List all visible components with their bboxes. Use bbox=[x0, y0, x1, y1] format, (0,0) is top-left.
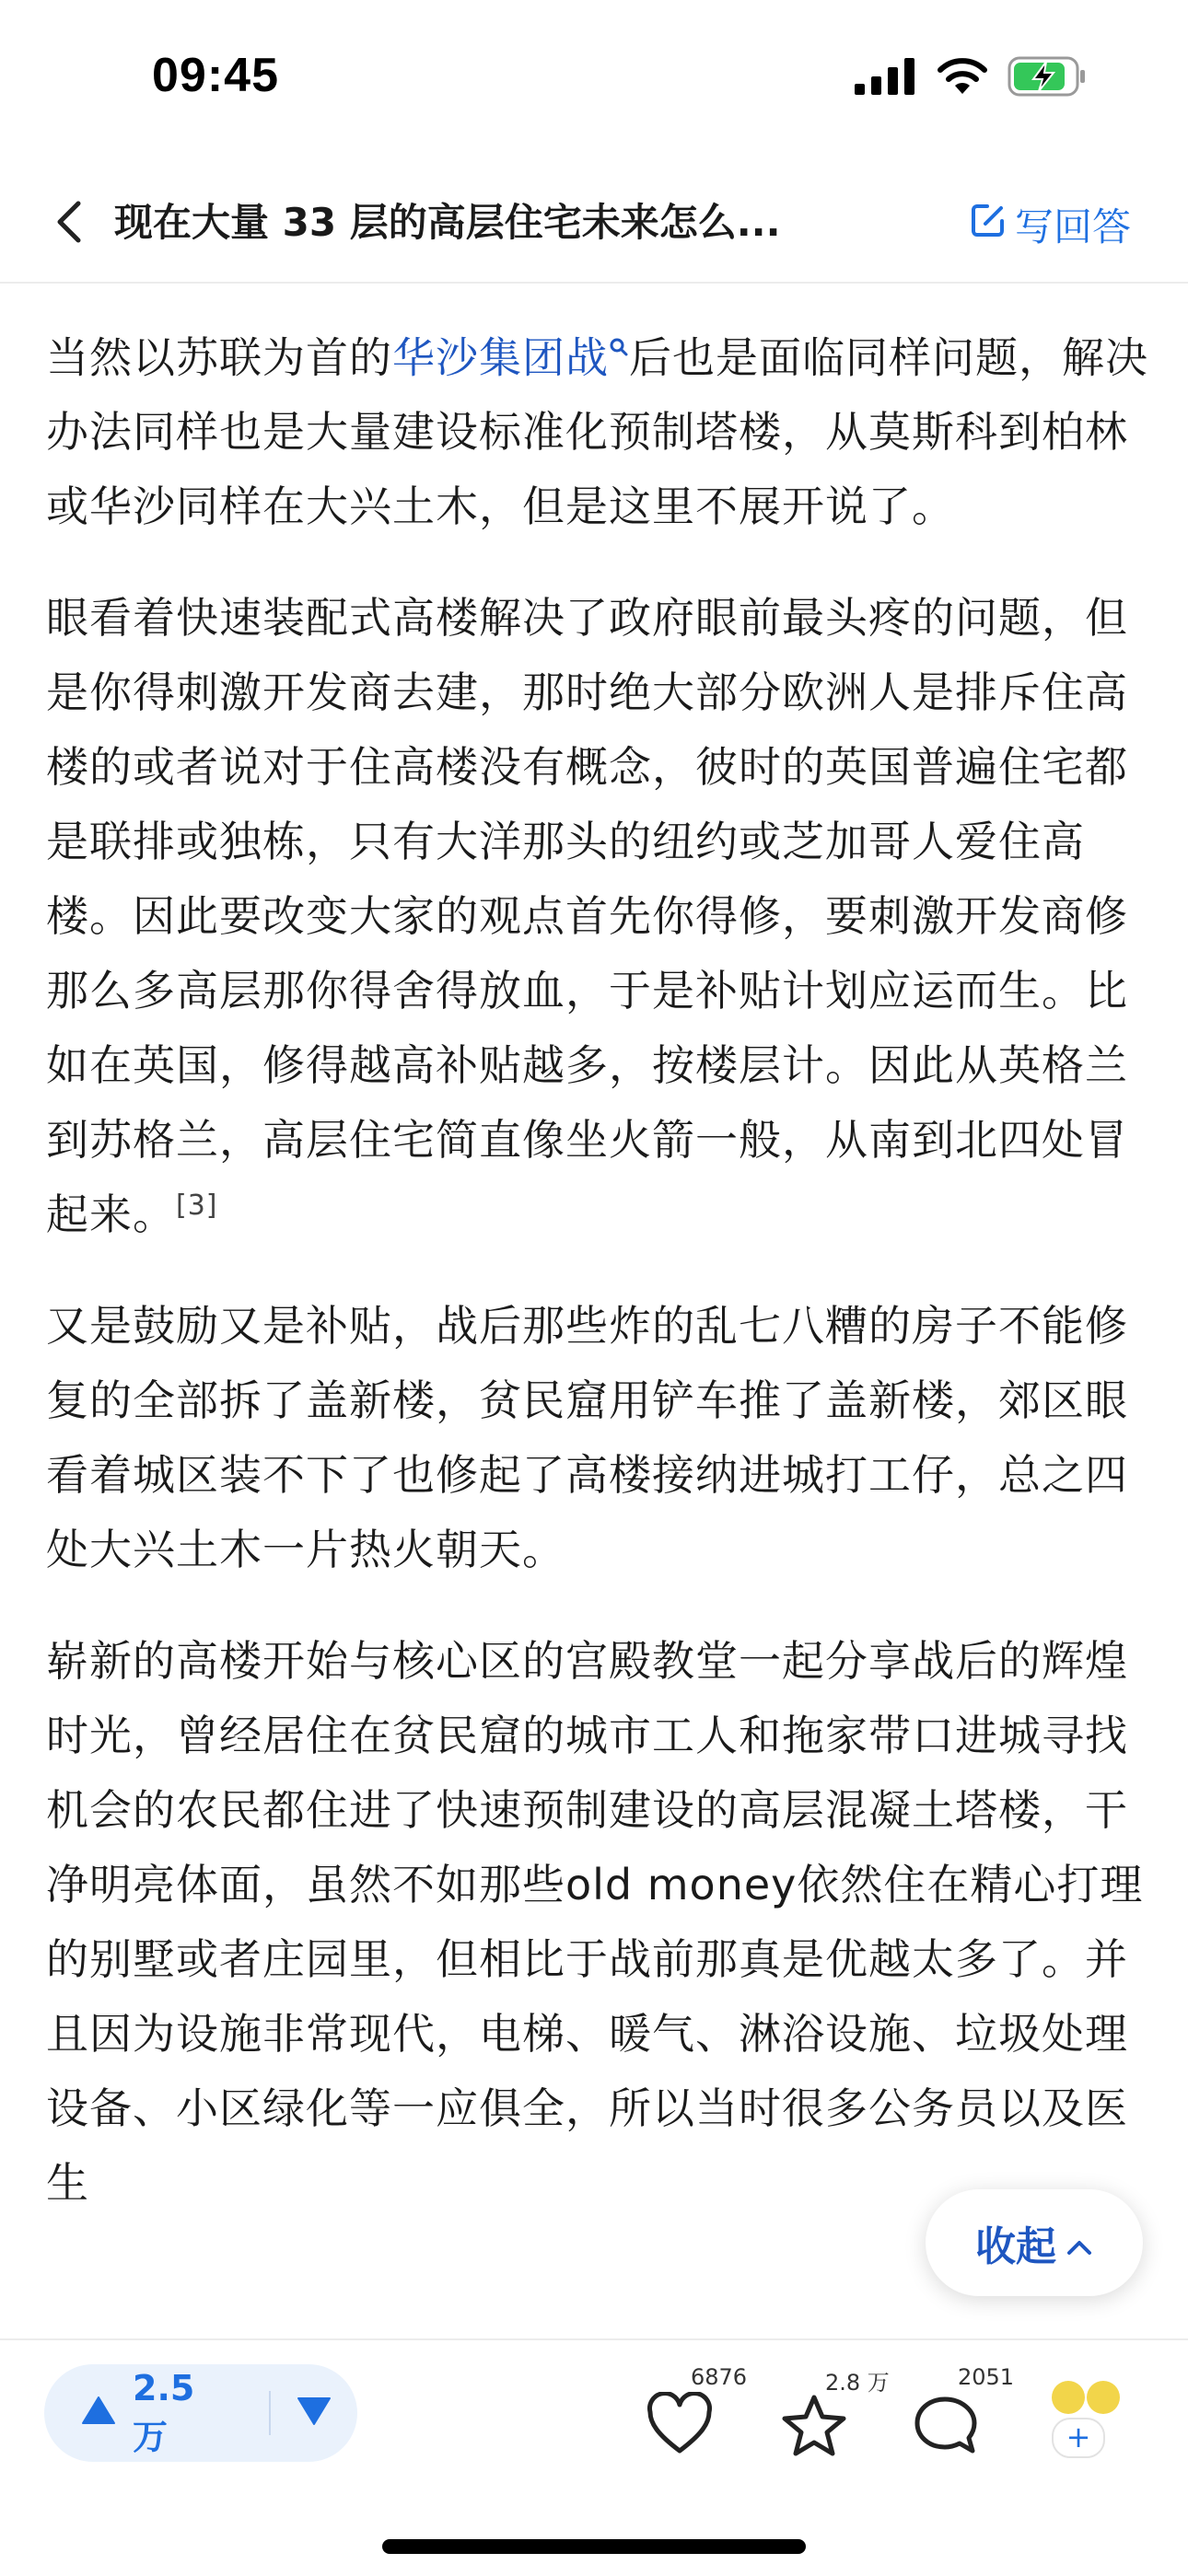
favorite-count: 2.8 万 bbox=[825, 2370, 890, 2396]
downvote-button[interactable] bbox=[271, 2364, 357, 2462]
battery-charging-icon bbox=[1007, 56, 1087, 100]
back-button[interactable] bbox=[37, 191, 101, 256]
heart-icon bbox=[645, 2392, 715, 2462]
chevron-left-icon bbox=[54, 200, 84, 248]
collapse-label: 收起 bbox=[975, 2223, 1056, 2270]
upvote-triangle-icon bbox=[81, 2393, 116, 2433]
like-count: 6876 bbox=[691, 2364, 748, 2390]
follow-author-button[interactable] bbox=[1030, 2364, 1131, 2475]
comment-count: 2051 bbox=[958, 2364, 1015, 2390]
paragraph-1 bbox=[46, 313, 1151, 544]
search-icon[interactable] bbox=[609, 313, 629, 388]
page-title[interactable]: 现在大量 33 层的高层住宅未来怎么... bbox=[114, 200, 781, 245]
star-icon bbox=[779, 2392, 849, 2462]
comment-bubble-icon bbox=[912, 2392, 982, 2462]
home-indicator bbox=[382, 2539, 806, 2554]
paragraph-3-text: 又是鼓励又是补贴，战后那些炸的乱七八糟的房子不能修复的全部拆了盖新楼，贫民窟用铲车推了盖新楼，郊区眼看着城区装不下了也修起了高楼接纳进城打工仔，总之四处大兴土木一片热火朝天。 bbox=[46, 1301, 1128, 1575]
status-bar bbox=[0, 0, 1188, 157]
upvote-count: 2.5 万 bbox=[133, 2367, 195, 2457]
paragraph-3 bbox=[46, 1289, 1151, 1587]
avatar-left bbox=[1052, 2381, 1085, 2414]
plus-icon: + bbox=[1052, 2418, 1105, 2458]
upvote-button[interactable] bbox=[44, 2364, 238, 2462]
favorite-button[interactable] bbox=[779, 2364, 890, 2466]
like-button[interactable] bbox=[645, 2364, 755, 2466]
reference-link[interactable]: [3] bbox=[176, 1189, 218, 1222]
paragraph-4-text: 崭新的高楼开始与核心区的宫殿教堂一起分享战后的辉煌时光，曾经居住在贫民窟的城市工人和拖家带口进城寻找机会的农民都住进了快速预制建设的高层混凝土塔楼，干净明亮体面，虽然不如那些old money依然住在精心打理的别墅或者庄园里，但相比于战前那真是优越太多了。并且因为设施非常现代，电梯、暖气、淋浴设施、垃圾处理设备、小区绿化等一应俱全，所以当时很多公务员以及医生 bbox=[46, 1636, 1144, 2209]
paragraph-2 bbox=[46, 581, 1151, 1252]
write-answer-label: 写回答 bbox=[1014, 204, 1131, 249]
paragraph-4 bbox=[46, 1624, 1151, 2221]
status-icons bbox=[855, 55, 1087, 101]
collapse-button[interactable] bbox=[926, 2189, 1143, 2296]
nav-header bbox=[0, 166, 1188, 284]
write-answer-button[interactable] bbox=[969, 195, 1131, 254]
edit-icon bbox=[969, 201, 1007, 249]
wifi-icon bbox=[936, 57, 989, 99]
cellular-signal-icon bbox=[855, 58, 917, 99]
answer-content bbox=[46, 313, 1151, 2257]
paragraph-2-text: 眼看着快速装配式高楼解决了政府眼前最头疼的问题，但是你得刺激开发商去建，那时绝大部分欧洲人是排斥住高楼的或者说对于住高楼没有概念，彼时的英国普遍住宅都是联排或独栋，只有大洋那头的纽约或芝加哥人爱住高楼。因此要改变大家的观点首先你得修，要刺激开发商修那么多高层那你得舍得放血，于是补贴计划应运而生。比如在英国，修得越高补贴越多，按楼层计。因此从英格兰到苏格兰，高层住宅简直像坐火箭一般，从南到北四处冒起来。 bbox=[46, 593, 1128, 1240]
comment-button[interactable] bbox=[912, 2364, 1022, 2466]
paragraph-1-before-link: 当然以苏联为首的 bbox=[46, 332, 392, 383]
status-time: 09:45 bbox=[152, 49, 279, 102]
chevron-up-icon bbox=[1066, 2220, 1093, 2267]
paragraph-1-after-link: 后也是面临同样问题，解决办法同样也是大量建设标准化预制塔楼，从莫斯科到柏林或华沙同样在大兴土木，但是这里不展开说了。 bbox=[46, 332, 1148, 532]
vote-group bbox=[44, 2364, 357, 2462]
downvote-triangle-icon bbox=[297, 2396, 332, 2430]
avatar-right bbox=[1087, 2381, 1120, 2414]
search-link[interactable]: 华沙集团战 bbox=[392, 332, 609, 383]
